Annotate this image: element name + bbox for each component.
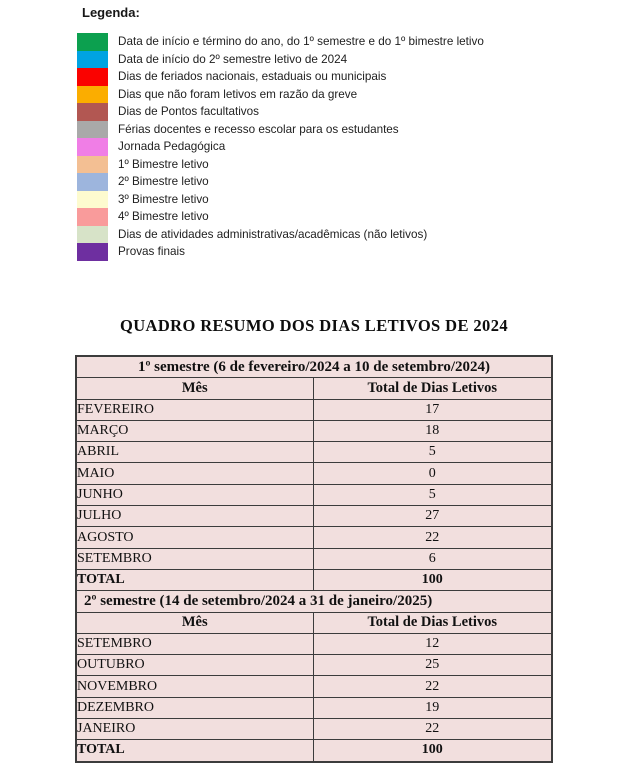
legend-color-swatch-icon <box>77 208 108 226</box>
legend-label: Jornada Pedagógica <box>118 140 226 153</box>
legend-color-swatch-icon <box>77 86 108 104</box>
legend-item <box>77 191 484 209</box>
table-row <box>76 442 552 463</box>
value-cell: 5 <box>313 484 552 505</box>
month-cell: MARÇO <box>76 420 313 441</box>
semester-header: 1º semestre (6 de fevereiro/2024 a 10 de setembro/2024) <box>76 356 552 378</box>
total-label-cell: TOTAL <box>76 569 313 590</box>
legend-label: Dias que não foram letivos em razão da greve <box>118 87 358 101</box>
legend-item <box>77 226 484 244</box>
total-row <box>76 569 552 590</box>
month-cell: DEZEMBRO <box>76 697 313 718</box>
legend-color-swatch-icon <box>77 68 108 86</box>
value-cell: 17 <box>313 399 552 420</box>
summary-table-body <box>76 356 552 762</box>
table-row <box>76 719 552 740</box>
table-row <box>76 399 552 420</box>
value-cell: 19 <box>313 697 552 718</box>
legend-label: Dias de feriados nacionais, estaduais ou municipais <box>118 70 387 83</box>
month-cell: SETEMBRO <box>76 633 313 654</box>
legend-item <box>77 243 484 261</box>
legend-item <box>77 173 484 191</box>
total-value-cell: 100 <box>313 740 552 762</box>
table-row <box>76 548 552 569</box>
legend-color-swatch-icon <box>77 173 108 191</box>
summary-table <box>75 355 553 763</box>
legend-list <box>77 33 484 261</box>
legend-color-swatch-icon <box>77 191 108 209</box>
legend-label: Férias docentes e recesso escolar para os estudantes <box>118 122 399 136</box>
legend-title: Legenda: <box>82 5 140 20</box>
legend-label: Provas finais <box>118 245 185 258</box>
table-row <box>76 420 552 441</box>
table-row <box>76 633 552 654</box>
semester-header-row <box>76 591 552 612</box>
month-cell: OUTUBRO <box>76 655 313 676</box>
legend-color-swatch-icon <box>77 243 108 261</box>
value-cell: 6 <box>313 548 552 569</box>
month-cell: JULHO <box>76 506 313 527</box>
legend-label: Data de início do 2º semestre letivo de 2024 <box>118 52 348 66</box>
legend-item <box>77 156 484 174</box>
page-title: QUADRO RESUMO DOS DIAS LETIVOS DE 2024 <box>119 316 508 335</box>
value-cell: 22 <box>313 676 552 697</box>
table-row <box>76 676 552 697</box>
legend-item <box>77 86 484 104</box>
column-header-row <box>76 378 552 399</box>
legend-color-swatch-icon <box>77 103 108 121</box>
month-cell: AGOSTO <box>76 527 313 548</box>
month-cell: NOVEMBRO <box>76 676 313 697</box>
table-row <box>76 506 552 527</box>
value-cell: 12 <box>313 633 552 654</box>
total-label-cell: TOTAL <box>76 740 313 762</box>
legend-item <box>77 68 484 86</box>
value-cell: 27 <box>313 506 552 527</box>
legend-item <box>77 138 484 156</box>
legend-item <box>77 33 484 51</box>
column-header-total: Total de Dias Letivos <box>313 378 552 399</box>
legend-color-swatch-icon <box>77 33 108 51</box>
legend-label: 3º Bimestre letivo <box>118 192 209 206</box>
month-cell: SETEMBRO <box>76 548 313 569</box>
legend-color-swatch-icon <box>77 156 108 174</box>
legend-label: Data de início e término do ano, do 1º semestre e do 1º bimestre letivo <box>118 35 484 48</box>
legend-color-swatch-icon <box>77 121 108 139</box>
legend-item <box>77 51 484 69</box>
month-cell: JUNHO <box>76 484 313 505</box>
semester-header: 2º semestre (14 de setembro/2024 a 31 de janeiro/2025) <box>76 591 552 612</box>
table-row <box>76 697 552 718</box>
total-value-cell: 100 <box>313 569 552 590</box>
legend-item <box>77 121 484 139</box>
legend-label: Dias de Pontos facultativos <box>118 105 259 118</box>
value-cell: 5 <box>313 442 552 463</box>
legend-label: 1º Bimestre letivo <box>118 157 209 171</box>
column-header-month: Mês <box>76 612 313 633</box>
table-row <box>76 484 552 505</box>
legend-item <box>77 208 484 226</box>
column-header-total: Total de Dias Letivos <box>313 612 552 633</box>
value-cell: 0 <box>313 463 552 484</box>
legend-color-swatch-icon <box>77 138 108 156</box>
legend-color-swatch-icon <box>77 226 108 244</box>
value-cell: 25 <box>313 655 552 676</box>
table-row <box>76 655 552 676</box>
month-cell: FEVEREIRO <box>76 399 313 420</box>
semester-header-row <box>76 356 552 378</box>
legend-item <box>77 103 484 121</box>
column-header-row <box>76 612 552 633</box>
month-cell: ABRIL <box>76 442 313 463</box>
value-cell: 18 <box>313 420 552 441</box>
legend-label: 2º Bimestre letivo <box>118 175 209 188</box>
total-row <box>76 740 552 762</box>
table-row <box>76 463 552 484</box>
value-cell: 22 <box>313 719 552 740</box>
table-row <box>76 527 552 548</box>
legend-color-swatch-icon <box>77 51 108 69</box>
legend-label: Dias de atividades administrativas/acadêmicas (não letivos) <box>118 227 428 241</box>
value-cell: 22 <box>313 527 552 548</box>
column-header-month: Mês <box>76 378 313 399</box>
month-cell: MAIO <box>76 463 313 484</box>
month-cell: JANEIRO <box>76 719 313 740</box>
legend-label: 4º Bimestre letivo <box>118 210 209 223</box>
